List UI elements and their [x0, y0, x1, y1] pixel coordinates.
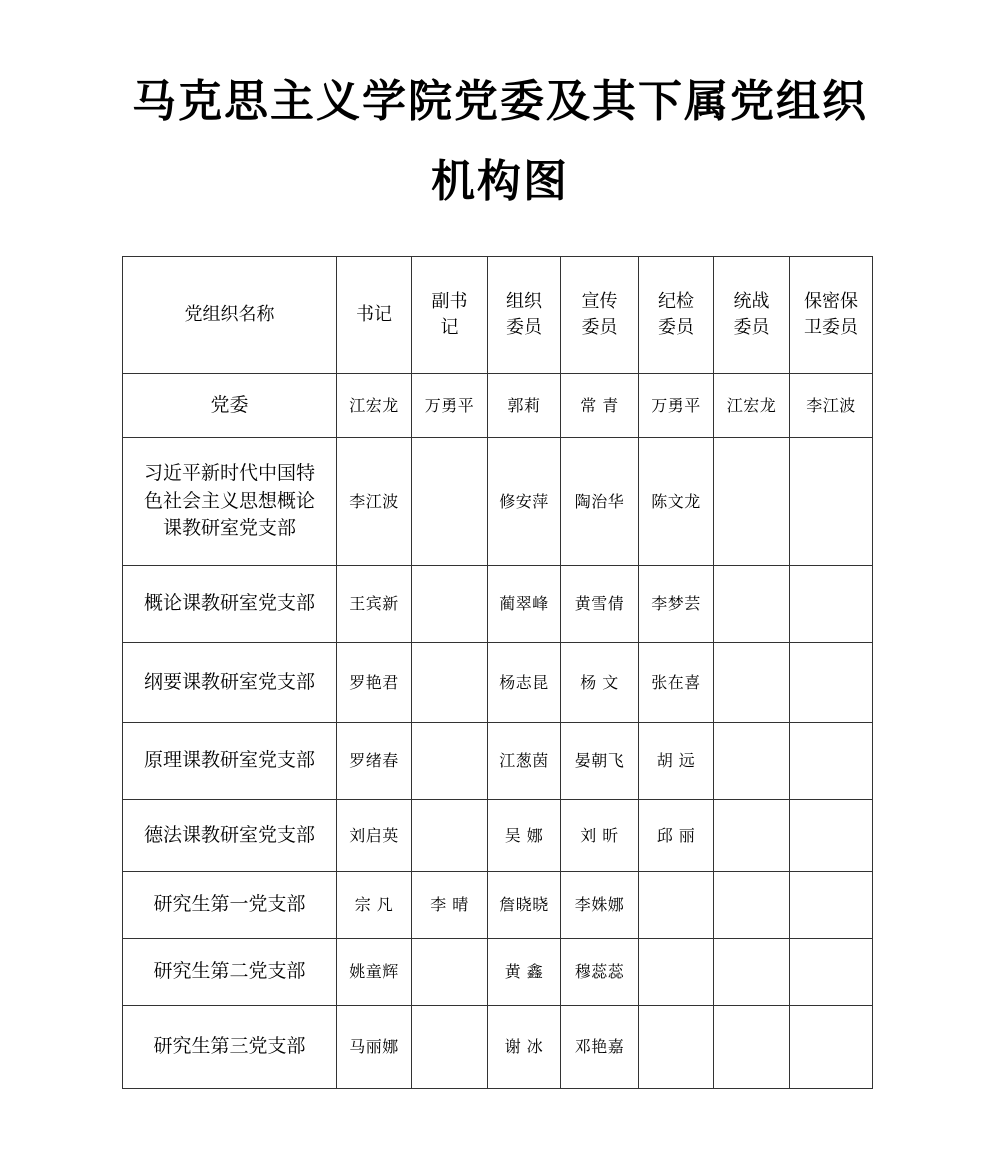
- member-cell: [790, 438, 873, 566]
- column-header: [488, 257, 561, 374]
- org-name-line: 研究生第一党支部: [153, 893, 306, 916]
- header-text-line: 统战: [733, 290, 770, 312]
- member-cell: 张在喜: [639, 643, 714, 723]
- column-header-org-name: [123, 257, 337, 374]
- member-cell: [412, 800, 488, 872]
- page-title-line2: 机构图: [431, 156, 569, 207]
- member-cell: 谢 冰: [488, 1006, 561, 1089]
- member-cell: 晏朝飞: [561, 723, 639, 800]
- header-text-line: 委员: [581, 317, 618, 338]
- member-cell: [714, 1006, 790, 1089]
- org-name-line: 党委: [210, 393, 249, 416]
- party-org-name: [123, 438, 337, 566]
- party-org-name: [123, 800, 337, 872]
- member-cell: 邱 丽: [639, 800, 714, 872]
- member-cell: [412, 438, 488, 566]
- member-cell: 陶治华: [561, 438, 639, 566]
- header-text-line: 党组织名称: [184, 303, 275, 325]
- member-cell: 姚童辉: [337, 939, 412, 1006]
- table-row: [123, 723, 873, 800]
- member-cell: 黄 鑫: [488, 939, 561, 1006]
- member-cell: 刘启英: [337, 800, 412, 872]
- header-text-line: 组织: [506, 290, 542, 312]
- member-cell: 邓艳嘉: [561, 1006, 639, 1089]
- org-name-line: 研究生第三党支部: [153, 1035, 306, 1058]
- member-cell: [790, 566, 873, 643]
- org-name-line: 习近平新时代中国特: [143, 462, 315, 485]
- member-cell: [790, 723, 873, 800]
- member-cell: 杨志昆: [488, 643, 561, 723]
- header-text-line: 卫委员: [804, 317, 858, 338]
- header-text-line: 副书: [431, 290, 468, 312]
- header-text-line: 委员: [733, 317, 770, 338]
- member-cell: 马丽娜: [337, 1006, 412, 1089]
- member-cell: 胡 远: [639, 723, 714, 800]
- member-cell: 王宾新: [337, 566, 412, 643]
- party-org-name: [123, 939, 337, 1006]
- member-cell: [790, 800, 873, 872]
- member-cell: 罗绪春: [337, 723, 412, 800]
- member-cell: [790, 872, 873, 939]
- member-cell: 郭莉: [488, 374, 561, 438]
- member-cell: [714, 723, 790, 800]
- member-cell: 陈文龙: [639, 438, 714, 566]
- member-cell: [639, 939, 714, 1006]
- org-structure-table: [122, 256, 873, 1089]
- party-org-name: [123, 643, 337, 723]
- party-org-name: [123, 1006, 337, 1089]
- member-cell: 常 青: [561, 374, 639, 438]
- member-cell: 罗艳君: [337, 643, 412, 723]
- table-row: [123, 643, 873, 723]
- column-header: [790, 257, 873, 374]
- member-cell: 李江波: [790, 374, 873, 438]
- member-cell: [639, 872, 714, 939]
- table-row: [123, 438, 873, 566]
- header-text-line: 委员: [506, 317, 542, 338]
- member-cell: [714, 643, 790, 723]
- org-name-line: 概论课教研室党支部: [143, 592, 315, 615]
- member-cell: [412, 1006, 488, 1089]
- member-cell: [714, 566, 790, 643]
- party-org-name: [123, 872, 337, 939]
- member-cell: [714, 800, 790, 872]
- member-cell: [714, 872, 790, 939]
- org-name-line: 德法课教研室党支部: [143, 823, 315, 846]
- member-cell: 李姝娜: [561, 872, 639, 939]
- table-row: [123, 872, 873, 939]
- column-header: [337, 257, 412, 374]
- member-cell: [639, 1006, 714, 1089]
- header-text-line: 纪检: [658, 290, 694, 312]
- table-row: [123, 800, 873, 872]
- member-cell: 刘 昕: [561, 800, 639, 872]
- org-name-line: 原理课教研室党支部: [143, 749, 315, 772]
- member-cell: [790, 939, 873, 1006]
- member-cell: [412, 939, 488, 1006]
- column-header: [714, 257, 790, 374]
- member-cell: [790, 1006, 873, 1089]
- table-row: [123, 939, 873, 1006]
- table-row: [123, 566, 873, 643]
- member-cell: 詹晓晓: [488, 872, 561, 939]
- column-header: [412, 257, 488, 374]
- member-cell: [790, 643, 873, 723]
- member-cell: [412, 643, 488, 723]
- member-cell: 李江波: [337, 438, 412, 566]
- member-cell: 黄雪倩: [561, 566, 639, 643]
- column-header: [639, 257, 714, 374]
- member-cell: 蔺翠峰: [488, 566, 561, 643]
- table-header-row: [123, 257, 873, 374]
- member-cell: [714, 438, 790, 566]
- party-org-name: [123, 374, 337, 438]
- header-text-line: 委员: [658, 317, 694, 338]
- member-cell: [412, 723, 488, 800]
- header-text-line: 宣传: [581, 290, 618, 312]
- page-title: 马克思主义学院党委及其下属党组织: [132, 76, 868, 127]
- member-cell: 杨 文: [561, 643, 639, 723]
- header-text-line: 书记: [356, 303, 392, 325]
- member-cell: 李梦芸: [639, 566, 714, 643]
- member-cell: [714, 939, 790, 1006]
- table-row: [123, 1006, 873, 1089]
- member-cell: 江宏龙: [714, 374, 790, 438]
- party-org-name: [123, 723, 337, 800]
- header-text-line: 记: [440, 317, 459, 338]
- member-cell: [412, 566, 488, 643]
- party-org-name: [123, 566, 337, 643]
- member-cell: 修安萍: [488, 438, 561, 566]
- column-header: [561, 257, 639, 374]
- member-cell: 吴 娜: [488, 800, 561, 872]
- member-cell: 李 晴: [412, 872, 488, 939]
- org-name-line: 课教研室党支部: [162, 517, 296, 540]
- header-text-line: 保密保: [804, 290, 858, 312]
- member-cell: 江宏龙: [337, 374, 412, 438]
- org-name-line: 色社会主义思想概论: [143, 489, 315, 512]
- org-name-line: 研究生第二党支部: [153, 960, 306, 983]
- member-cell: 穆蕊蕊: [561, 939, 639, 1006]
- member-cell: 万勇平: [639, 374, 714, 438]
- org-name-line: 纲要课教研室党支部: [143, 670, 315, 693]
- member-cell: 宗 凡: [337, 872, 412, 939]
- member-cell: 万勇平: [412, 374, 488, 438]
- table-row: [123, 374, 873, 438]
- member-cell: 江葱茵: [488, 723, 561, 800]
